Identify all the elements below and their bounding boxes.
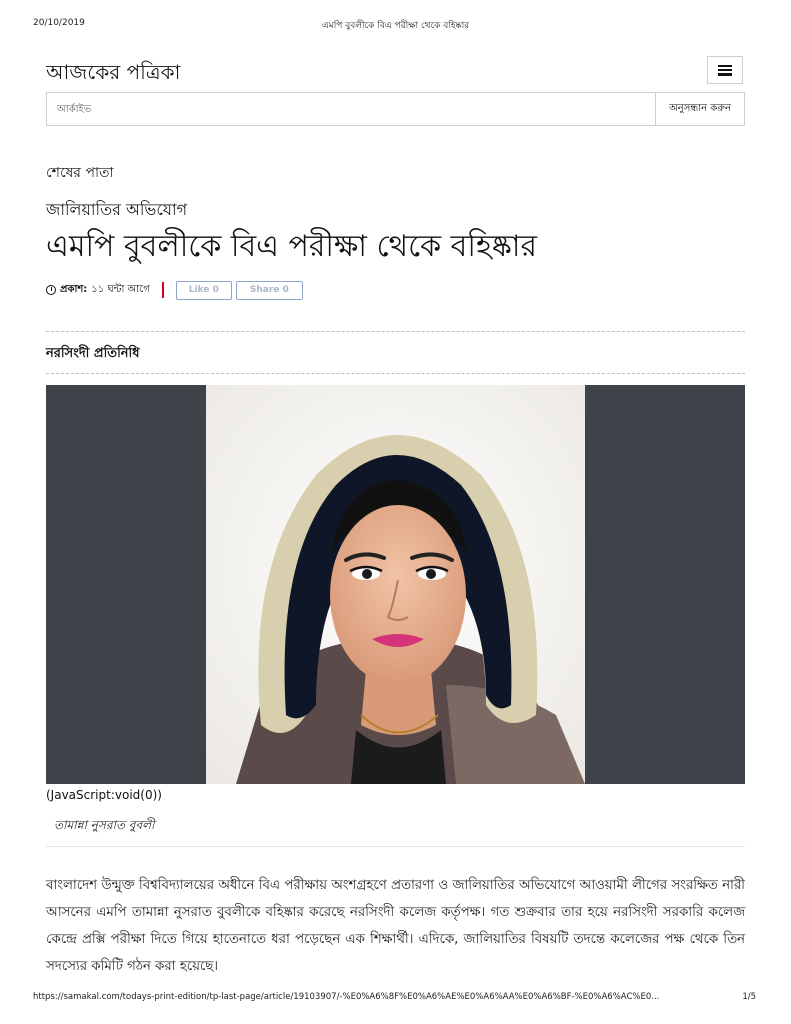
menu-button[interactable] <box>707 56 743 84</box>
share-button[interactable]: Share 0 <box>236 281 303 300</box>
divider-top <box>46 331 745 332</box>
article-photo <box>46 385 745 784</box>
portrait-image <box>206 385 585 784</box>
article-body: বাংলাদেশ উন্মুক্ত বিশ্ববিদ্যালয়ের অধীনে বিএ পরীক্ষায় অংশগ্রহণে প্রতারণা ও জালিয়াতির অভিযোগে আওয়ামী লীগের সংরক্ষিত নারী আসনের এমপি তামান্না নুসরাত বুবলীকে বহিষ্কার করেছে নরসিংদী কলেজ কর্তৃপক্ষ। গত শুক্রবার তার হয়ে নরসিংদী সরকারি কলেজ কেন্দ্রে প্রক্সি পরীক্ষা দিতে গিয়ে হাতেনাতে ধরা পড়েছেন এক শিক্ষার্থী। এদিকে, জালিয়াতির বিষয়টি তদন্তে কলেজের পক্ষ থেকে তিন সদস্যের কমিটি গঠন করা হয়েছে। <box>46 878 745 974</box>
article-meta <box>46 279 307 301</box>
image-caption: তামান্না নুসরাত বুবলী <box>54 818 155 832</box>
search-button[interactable]: অনুসন্ধান করুন <box>655 93 744 125</box>
section-label[interactable]: শেষের পাতা <box>46 165 114 181</box>
print-header <box>0 18 791 34</box>
published-time: ১১ ঘন্টা আগে <box>91 283 150 295</box>
print-url: https://samakal.com/todays-print-edition/tp-last-page/article/19103907/-%E0%A6%8F%E0%A6%AE%E0%A6%AA%E0%A6%BF-%E0%A6%AC%E0... <box>33 992 660 1002</box>
caption-divider <box>46 846 745 847</box>
search-input[interactable] <box>47 93 655 125</box>
meta-divider <box>162 282 164 298</box>
byline: নরসিংদী প্রতিনিধি <box>46 346 140 361</box>
hamburger-menu-icon <box>718 65 732 76</box>
print-title: এমপি বুবলীকে বিএ পরীক্ষা থেকে বহিষ্কার <box>321 21 470 31</box>
print-date: 20/10/2019 <box>33 18 85 28</box>
divider-bottom <box>46 373 745 374</box>
article-kicker: জালিয়াতির অভিযোগ <box>46 200 188 219</box>
image-link[interactable]: (JavaScript:void(0)) <box>46 788 162 802</box>
like-button[interactable]: Like 0 <box>176 281 232 300</box>
search-bar <box>46 92 745 126</box>
published-label: প্রকাশ: <box>60 283 88 295</box>
print-page-number: 1/5 <box>742 992 756 1002</box>
clock-icon <box>46 285 56 295</box>
site-name[interactable]: আজকের পত্রিকা <box>46 60 181 84</box>
article-headline: এমপি বুবলীকে বিএ পরীক্ষা থেকে বহিষ্কার <box>46 229 537 264</box>
